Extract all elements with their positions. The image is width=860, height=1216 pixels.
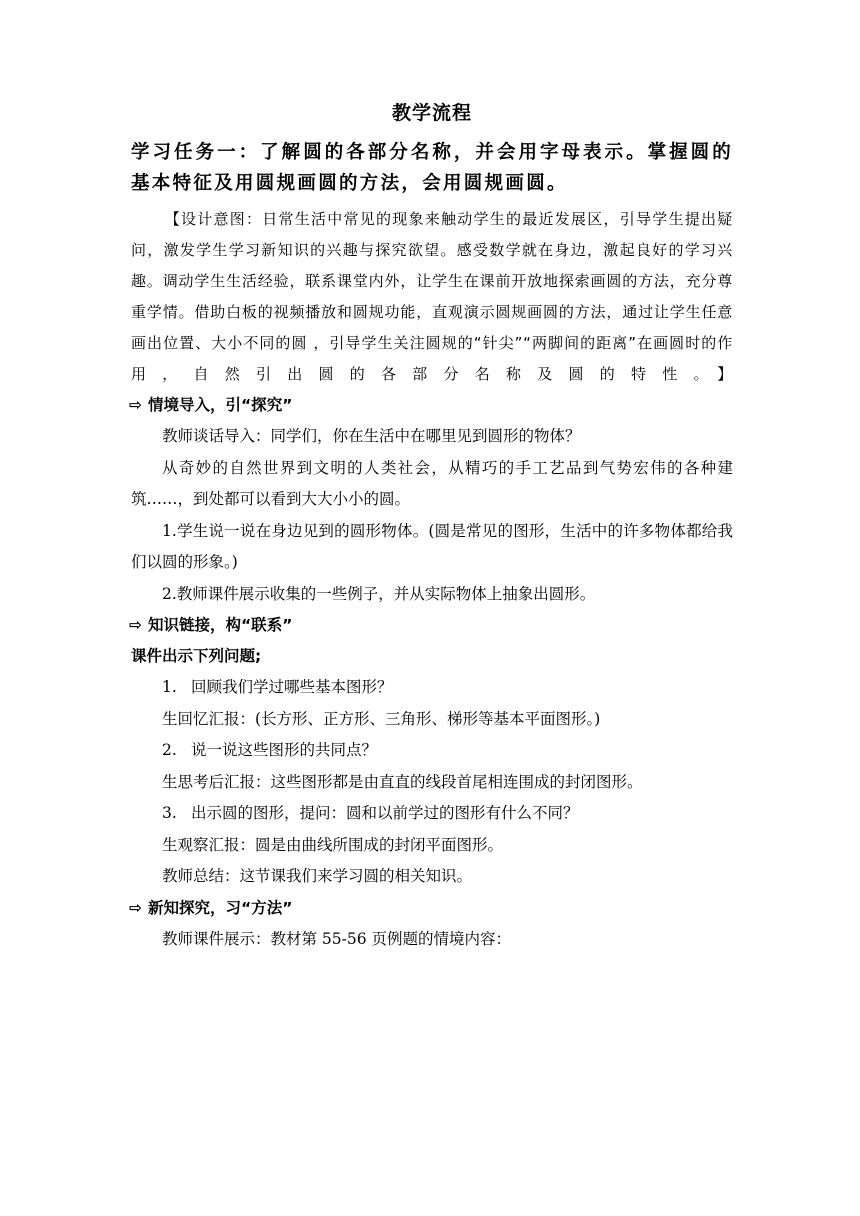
question-text: 回顾我们学过哪些基本图形？ <box>191 678 393 696</box>
subheading: 课件出示下列问题; <box>131 647 262 665</box>
question-item <box>131 798 733 830</box>
question-item <box>131 672 733 704</box>
answer-item: 生回忆汇报：(长方形、正方形、三角形、梯形等基本平面图形。) <box>162 709 601 728</box>
question-text: 说一说这些图形的共同点？ <box>191 741 378 759</box>
paragraph: 从奇妙的自然世界到文明的人类社会，从精巧的手工艺品到气势宏伟的各种建筑……，到处都可以看到大大小小的圆。 <box>131 458 733 508</box>
section-heading-context <box>131 390 733 421</box>
teacher-summary: 教师总结：这节课我们来学习圆的相关知识。 <box>162 867 473 885</box>
paragraph: 教师课件展示：教材第 55-56 页例题的情境内容： <box>162 929 512 948</box>
paragraph: 1.学生说一说在身边见到的圆形物体。(圆是常见的图形，生活中的许多物体都给我们以圆的形象。) <box>131 521 733 571</box>
arrow-icon: ⇨ <box>129 616 142 634</box>
learning-task: 学习任务一：了解圆的各部分名称，并会用字母表示。掌握圆的基本特征及用圆规画圆的方法，会用圆规画圆。 <box>131 142 733 194</box>
question-number: 3. <box>162 804 177 822</box>
page-title: 教学流程 <box>391 102 472 124</box>
paragraph: 教师谈话导入：同学们，你在生活中在哪里见到圆形的物体？ <box>162 427 581 445</box>
question-number: 2. <box>162 741 177 759</box>
question-number: 1. <box>162 678 177 696</box>
question-text: 出示圆的图形，提问：圆和以前学过的图形有什么不同？ <box>191 804 579 822</box>
question-item <box>131 735 733 767</box>
arrow-icon: ⇨ <box>129 898 142 917</box>
section-heading-explore <box>131 893 733 924</box>
paragraph: 2.教师课件展示收集的一些例子，并从实际物体上抽象出圆形。 <box>162 584 596 603</box>
answer-item: 生观察汇报：圆是由曲线所围成的封闭平面图形。 <box>162 835 504 854</box>
section-heading-text: 知识链接，构“联系” <box>148 616 293 634</box>
section-heading-text: 情境导入，引“探究” <box>148 396 293 414</box>
arrow-icon: ⇨ <box>129 396 142 414</box>
document-page <box>131 96 733 955</box>
design-intent: 【设计意图：日常生活中常见的现象来触动学生的最近发展区，引导学生提出疑问，激发学生学习新知识的兴趣与探究欲望。感受数学就在身边，激起良好的学习兴趣。调动学生生活经验，联系课堂内外，让学生在课前开放地探索画圆的方法，充分尊重学情。借助白板的视频播放和圆规功能，直观演示圆规画圆的方法，通过让学生任意画出位置、大小不同的圆 ，引导学生关注圆规的“针尖”“两脚间的距离”在画圆时的作用，自然引出圆的各部分名称及圆的特性。】 <box>131 210 733 383</box>
section-heading-knowledge <box>131 610 733 641</box>
answer-item: 生思考后汇报：这些图形都是由直直的线段首尾相连围成的封闭图形。 <box>162 772 643 791</box>
section-heading-text: 新知探究，习“方法” <box>148 898 293 917</box>
